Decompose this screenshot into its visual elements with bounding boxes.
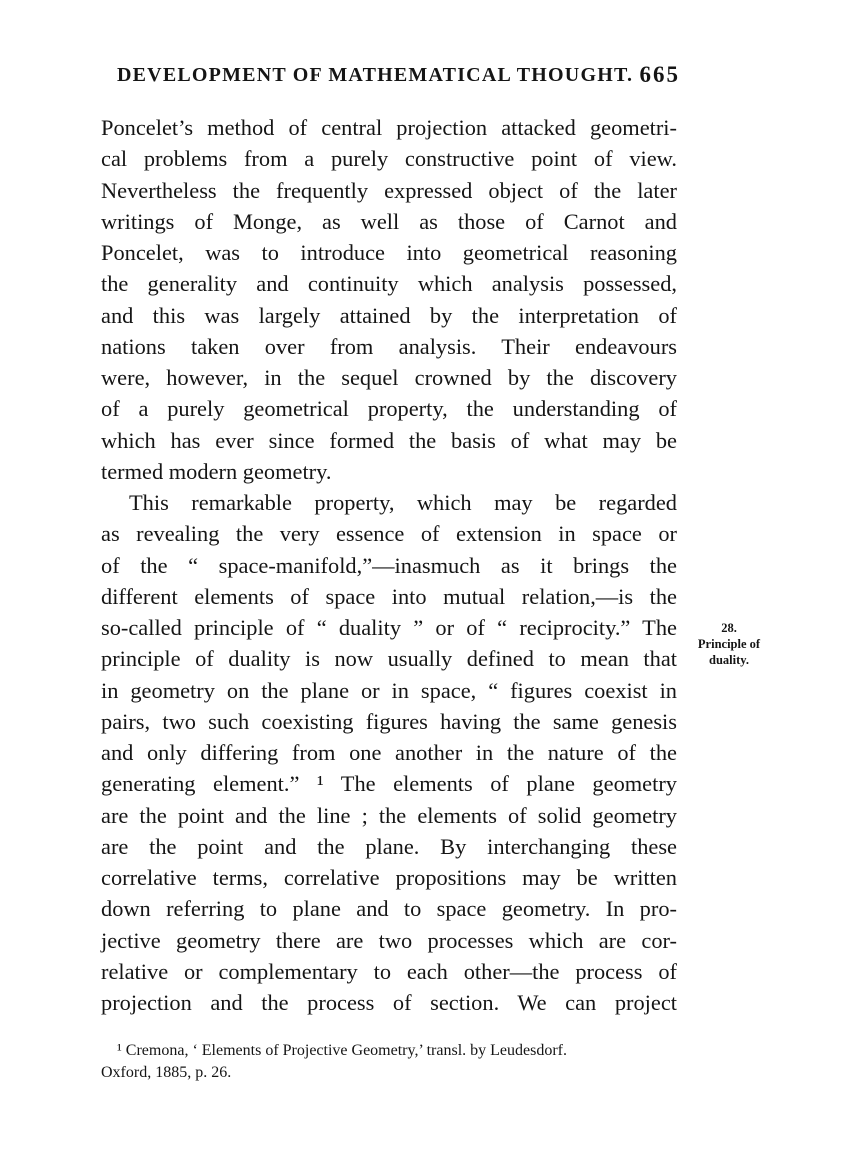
text-line: jective geometry there are two processes which are cor- bbox=[101, 927, 677, 953]
text-line: and this was largely attained by the interpretation of bbox=[101, 302, 677, 328]
text-line: of the “ space-manifold,”—inasmuch as it brings the bbox=[101, 552, 677, 578]
text-line: different elements of space into mutual relation,—is the bbox=[101, 583, 677, 609]
text-line: Poncelet’s method of central projection attacked geometri- bbox=[101, 115, 677, 140]
main-text bbox=[101, 112, 677, 1018]
text-line: the generality and continuity which analysis possessed, bbox=[101, 271, 677, 297]
footnote-line: Oxford, 1885, p. 26. bbox=[101, 1064, 232, 1081]
text-line: are the point and the line ; the elements of solid geometry bbox=[101, 802, 677, 828]
page-number: 665 bbox=[639, 62, 680, 87]
text-line: Nevertheless the frequently expressed object of the later bbox=[101, 177, 677, 203]
text-line: and only differing from one another in the nature of the bbox=[101, 740, 677, 765]
page-header bbox=[117, 64, 680, 92]
text-line: pairs, two such coexisting figures having the same genesis bbox=[101, 708, 677, 734]
text-line: writings of Monge, as well as those of Carnot and bbox=[101, 208, 677, 234]
text-line: principle of duality is now usually defined to mean that bbox=[101, 646, 677, 672]
marginal-note-number: 28. bbox=[721, 621, 737, 635]
text-line: so-called principle of “ duality ” or of “ reciprocity.” The bbox=[101, 615, 677, 640]
text-line: cal problems from a purely constructive point of view. bbox=[101, 146, 677, 172]
footnote-line: ¹ Cremona, ‘ Elements of Projective Geometry,’ transl. by Leudesdorf. bbox=[117, 1042, 567, 1059]
text-line: were, however, in the sequel crowned by the discovery bbox=[101, 365, 677, 390]
running-head: DEVELOPMENT OF MATHEMATICAL THOUGHT. bbox=[117, 64, 634, 86]
text-line: of a purely geometrical property, the understanding of bbox=[101, 396, 677, 422]
text-line: Poncelet, was to introduce into geometrical reasoning bbox=[101, 240, 677, 265]
text-line: down referring to plane and to space geometry. In pro- bbox=[101, 896, 677, 922]
text-line: nations taken over from analysis. Their endeavours bbox=[101, 333, 677, 359]
text-line: in geometry on the plane or in space, “ figures coexist in bbox=[101, 677, 677, 703]
marginal-note-line: duality. bbox=[709, 653, 749, 667]
text-line: relative or complementary to each other—the process of bbox=[101, 958, 677, 984]
text-line: which has ever since formed the basis of what may be bbox=[101, 427, 677, 453]
marginal-note-line: Principle of bbox=[697, 637, 761, 651]
text-line: correlative terms, correlative propositions may be written bbox=[101, 865, 677, 890]
text-line: termed modern geometry. bbox=[101, 458, 332, 484]
text-line: are the point and the plane. By interchanging these bbox=[101, 833, 677, 859]
text-line: generating element.” ¹ The elements of plane geometry bbox=[101, 771, 677, 797]
text-line: projection and the process of section. We can project bbox=[101, 990, 677, 1015]
footnote bbox=[101, 1040, 677, 1084]
text-line: as revealing the very essence of extension in space or bbox=[101, 521, 677, 547]
text-line: This remarkable property, which may be regarded bbox=[129, 490, 677, 515]
marginal-note bbox=[688, 620, 770, 668]
